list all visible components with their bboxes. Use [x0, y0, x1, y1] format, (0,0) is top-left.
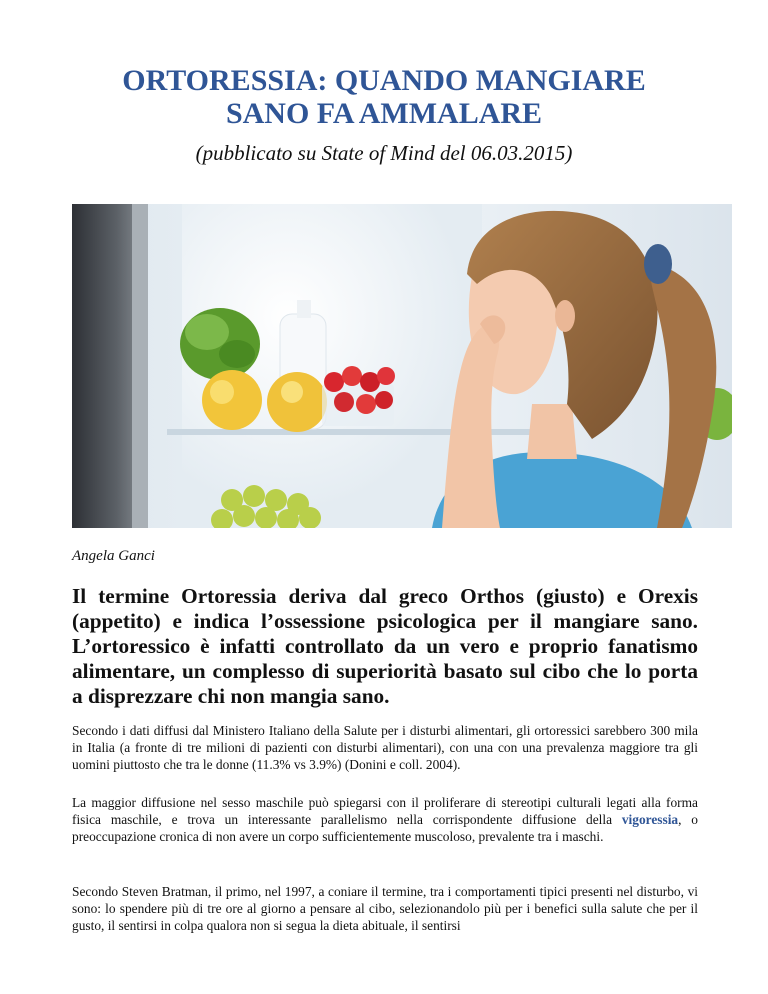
- vigoressia-link[interactable]: vigoressia: [621, 812, 679, 827]
- paragraph-2-text-start: La maggior diffusione nel sesso maschile può spiegarsi con il proliferare di stereotipi culturali legati alla forma fisica maschile, e trova un interessante parallelismo nella corrispondente diffusione della: [72, 795, 698, 827]
- body-paragraph-1: Secondo i dati diffusi dal Ministero Italiano della Salute per i disturbi alimentari, gli ortoressici sarebbero 300 mila in Italia (a fronte di tre milioni di pazienti con disturbi alimentari), con una con una prevalenza maggiore tra gli uomini piuttosto che tra le donne (11.3% vs 3.9%) (Donini e coll. 2004).: [72, 723, 698, 772]
- page-title: [0, 64, 768, 130]
- paragraph-2-text-end: , o preoccupazione cronica di non avere un corpo sufficientemente muscoloso, prevalente tra i maschi.: [72, 812, 698, 844]
- body-paragraph-2: [72, 794, 698, 845]
- hero-image: [72, 204, 732, 528]
- title-line-2: SANO FA AMMALARE: [225, 97, 543, 130]
- author-name: Angela Ganci: [72, 548, 155, 564]
- lead-paragraph: Il termine Ortoressia deriva dal greco Orthos (giusto) e Orexis (appetito) e indica l’ossessione psicologica per il mangiare sano. L’ortoressico è infatti controllato da un vero e proprio fanatismo alimentare, un complesso di superiorità basato sul cibo che lo porta a disprezzare chi non mangia sano.: [72, 584, 698, 708]
- title-line-1: ORTORESSIA: QUANDO MANGIARE: [122, 64, 646, 97]
- body-paragraph-3: Secondo Steven Bratman, il primo, nel 1997, a coniare il termine, tra i comportamenti tipici presenti nel disturbo, vi sono: lo spendere più di tre ore al giorno a pensare al cibo, selezionandolo più per i benefici sulla salute che per il gusto, il sentirsi in colpa qualora non si segua la dieta abituale, il sentirsi: [72, 884, 698, 933]
- publication-note: (pubblicato su State of Mind del 06.03.2015): [195, 141, 573, 165]
